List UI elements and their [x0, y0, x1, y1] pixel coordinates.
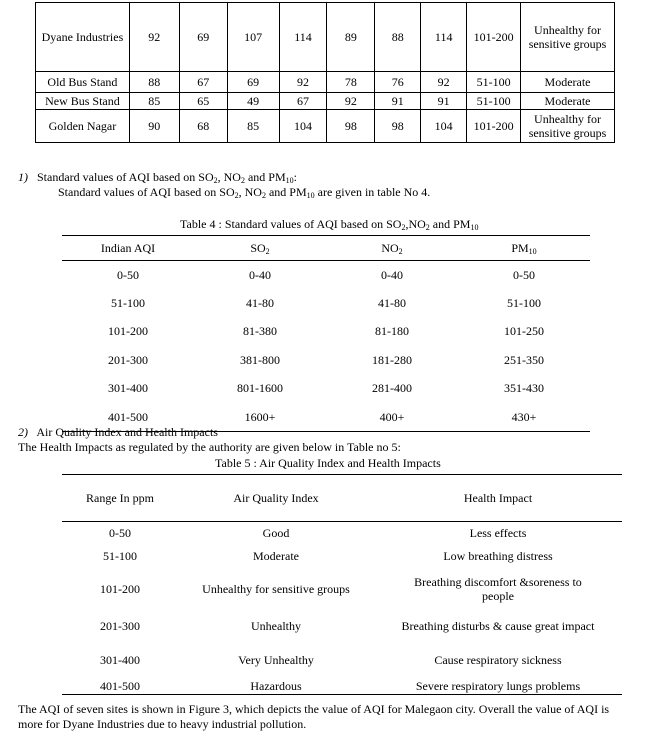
heading-text: Air Quality Index and Health Impacts [36, 425, 218, 439]
cell: 101-200 [100, 582, 140, 596]
cell: Severe respiratory lungs problems [374, 678, 622, 695]
table-row [62, 544, 622, 568]
health-impact-table [62, 474, 622, 695]
cell: 0-50 [513, 267, 535, 282]
subscript: 10 [528, 246, 537, 256]
site-cell: Old Bus Stand [36, 72, 130, 93]
subscript: 2 [213, 176, 218, 185]
cell: Unhealthy for sensitive groups [202, 582, 350, 596]
cell: 301-400 [100, 653, 140, 667]
value-cell: 69 [227, 72, 279, 93]
cell: 81-180 [375, 324, 409, 339]
table-row [62, 346, 590, 374]
subscript: 2 [398, 246, 403, 256]
value-cell: 88 [129, 72, 179, 93]
cell: 0-40 [381, 267, 403, 282]
subscript: 2 [261, 191, 266, 200]
subscript: 10 [470, 223, 479, 232]
cell: 301-400 [108, 381, 148, 396]
value-cell: 67 [279, 93, 327, 110]
header-pm10 [458, 236, 590, 261]
value-cell: 68 [179, 110, 227, 143]
cell: 1600+ [194, 403, 326, 432]
heading-text: , NO [217, 170, 241, 184]
value-cell: 85 [129, 93, 179, 110]
cell: 0-50 [117, 267, 139, 282]
cell: Good [262, 526, 290, 540]
value-cell: 92 [327, 93, 375, 110]
cell: 401-500 [62, 678, 178, 695]
cell: 400+ [326, 403, 458, 432]
table-row [62, 261, 590, 290]
cell: Less effects [469, 526, 527, 540]
value-cell: 114 [279, 3, 327, 72]
value-cell: 91 [375, 93, 421, 110]
value-cell: 107 [227, 3, 279, 72]
value-cell: 67 [179, 72, 227, 93]
cell: 0-50 [109, 526, 131, 540]
cell: 101-200 [108, 324, 148, 339]
sentence-text: , NO [238, 185, 262, 199]
range-cell: 51-100 [467, 93, 521, 110]
value-cell: 90 [129, 110, 179, 143]
table-row [36, 110, 615, 143]
header-text: NO [381, 240, 399, 255]
cell: 351-430 [504, 381, 544, 396]
value-cell: 104 [421, 110, 467, 143]
cell: 181-280 [372, 352, 412, 367]
range-cell: 51-100 [467, 72, 521, 93]
cell: Hazardous [178, 678, 374, 695]
table-row [62, 642, 622, 678]
subscript: 10 [306, 191, 315, 200]
cell: 381-800 [240, 352, 280, 367]
range-cell: 101-200 [467, 110, 521, 143]
cell: 101-250 [504, 324, 544, 339]
sentence-text: and PM [265, 185, 307, 199]
value-cell: 49 [227, 93, 279, 110]
value-cell: 92 [279, 72, 327, 93]
aqi-standards-table [62, 235, 590, 432]
value-cell: 89 [327, 3, 375, 72]
header-text: SO [250, 240, 266, 255]
subscript: 2 [240, 176, 245, 185]
section-number: 1) [18, 170, 28, 184]
cell: Breathing discomfort &soreness to people [414, 575, 582, 603]
sentence-text: Standard values of AQI based on SO [58, 185, 235, 199]
section2-sentence: The Health Impacts as regulated by the authority are given below in Table no 5: [18, 440, 401, 454]
section2-heading [18, 425, 218, 440]
header-so2 [194, 236, 326, 261]
cell: 251-350 [504, 352, 544, 367]
cell: 201-300 [100, 619, 140, 633]
table-row [62, 610, 622, 642]
cell: Moderate [253, 549, 299, 563]
section-number: 2) [18, 425, 28, 439]
subscript: 2 [234, 191, 239, 200]
value-cell: 69 [179, 3, 227, 72]
status-cell: Unhealthy for sensitive groups [521, 3, 615, 72]
caption-text: Table 4 : Standard values of AQI based on SO [180, 217, 402, 231]
sentence-text: are given in table No 4. [314, 185, 431, 199]
table-row [62, 318, 590, 346]
cell: Breathing disturbs & cause great impact [401, 619, 595, 633]
status-cell: Unhealthy for sensitive groups [521, 110, 615, 143]
value-cell: 98 [327, 110, 375, 143]
cell: 401-500 [62, 403, 194, 432]
cell: 51-100 [111, 296, 145, 311]
value-cell: 92 [421, 72, 467, 93]
site-cell: Dyane Industries [36, 3, 130, 72]
site-cell: New Bus Stand [36, 93, 130, 110]
table-row [62, 289, 590, 317]
cell: Very Unhealthy [238, 653, 314, 667]
cell: Unhealthy [251, 619, 301, 633]
cell: Cause respiratory sickness [434, 653, 562, 667]
table-header-row [62, 475, 622, 522]
table-row [62, 678, 622, 695]
caption-text: ,NO [405, 217, 426, 231]
subscript: 2 [265, 246, 270, 256]
value-cell: 78 [327, 72, 375, 93]
cell: 51-100 [507, 296, 541, 311]
section1-heading [18, 170, 297, 185]
site-cell: Golden Nagar [36, 110, 130, 143]
value-cell: 104 [279, 110, 327, 143]
value-cell: 65 [179, 93, 227, 110]
table-header-row [62, 236, 590, 261]
subscript: 10 [285, 176, 294, 185]
cell: 51-100 [103, 549, 137, 563]
value-cell: 76 [375, 72, 421, 93]
value-cell: 91 [421, 93, 467, 110]
value-cell: 92 [129, 3, 179, 72]
cell: 281-400 [372, 381, 412, 396]
cell: Low breathing distress [443, 549, 553, 563]
subscript: 2 [401, 223, 406, 232]
heading-text: Standard values of AQI based on SO [37, 170, 214, 184]
section1-sentence [58, 185, 430, 200]
value-cell: 98 [375, 110, 421, 143]
status-cell: Moderate [521, 72, 615, 93]
header-health-impact: Health Impact [374, 475, 622, 522]
footer-paragraph: The AQI of seven sites is shown in Figure 3, which depicts the value of AQI for Malegaon city. Overall the value of AQI is more for Dyane Industries due to heavy industrial pollution. [18, 702, 610, 731]
header-no2 [326, 236, 458, 261]
heading-text: : [293, 170, 297, 184]
table-row [36, 72, 615, 93]
header-text: PM [511, 240, 529, 255]
table-row [62, 522, 622, 545]
cell: 0-40 [249, 267, 271, 282]
range-cell: 101-200 [467, 3, 521, 72]
header-aqi: Air Quality Index [178, 475, 374, 522]
caption-text: and PM [429, 217, 471, 231]
heading-text: and PM [244, 170, 286, 184]
cell: 41-80 [246, 296, 274, 311]
table-row [36, 93, 615, 110]
header-range: Range In ppm [62, 475, 178, 522]
value-cell: 85 [227, 110, 279, 143]
cell: 81-380 [243, 324, 277, 339]
site-aqi-table [35, 2, 615, 143]
table4-caption [180, 217, 478, 232]
cell: 201-300 [108, 352, 148, 367]
cell: 801-1600 [237, 381, 283, 396]
cell: 430+ [458, 403, 590, 432]
header-aqi: Indian AQI [62, 236, 194, 261]
subscript: 2 [425, 223, 430, 232]
table5-caption: Table 5 : Air Quality Index and Health Impacts [215, 456, 441, 470]
table-row [36, 3, 615, 72]
cell: 41-80 [378, 296, 406, 311]
value-cell: 114 [421, 3, 467, 72]
table-row [62, 568, 622, 610]
status-cell: Moderate [521, 93, 615, 110]
table-row [62, 375, 590, 403]
value-cell: 88 [375, 3, 421, 72]
